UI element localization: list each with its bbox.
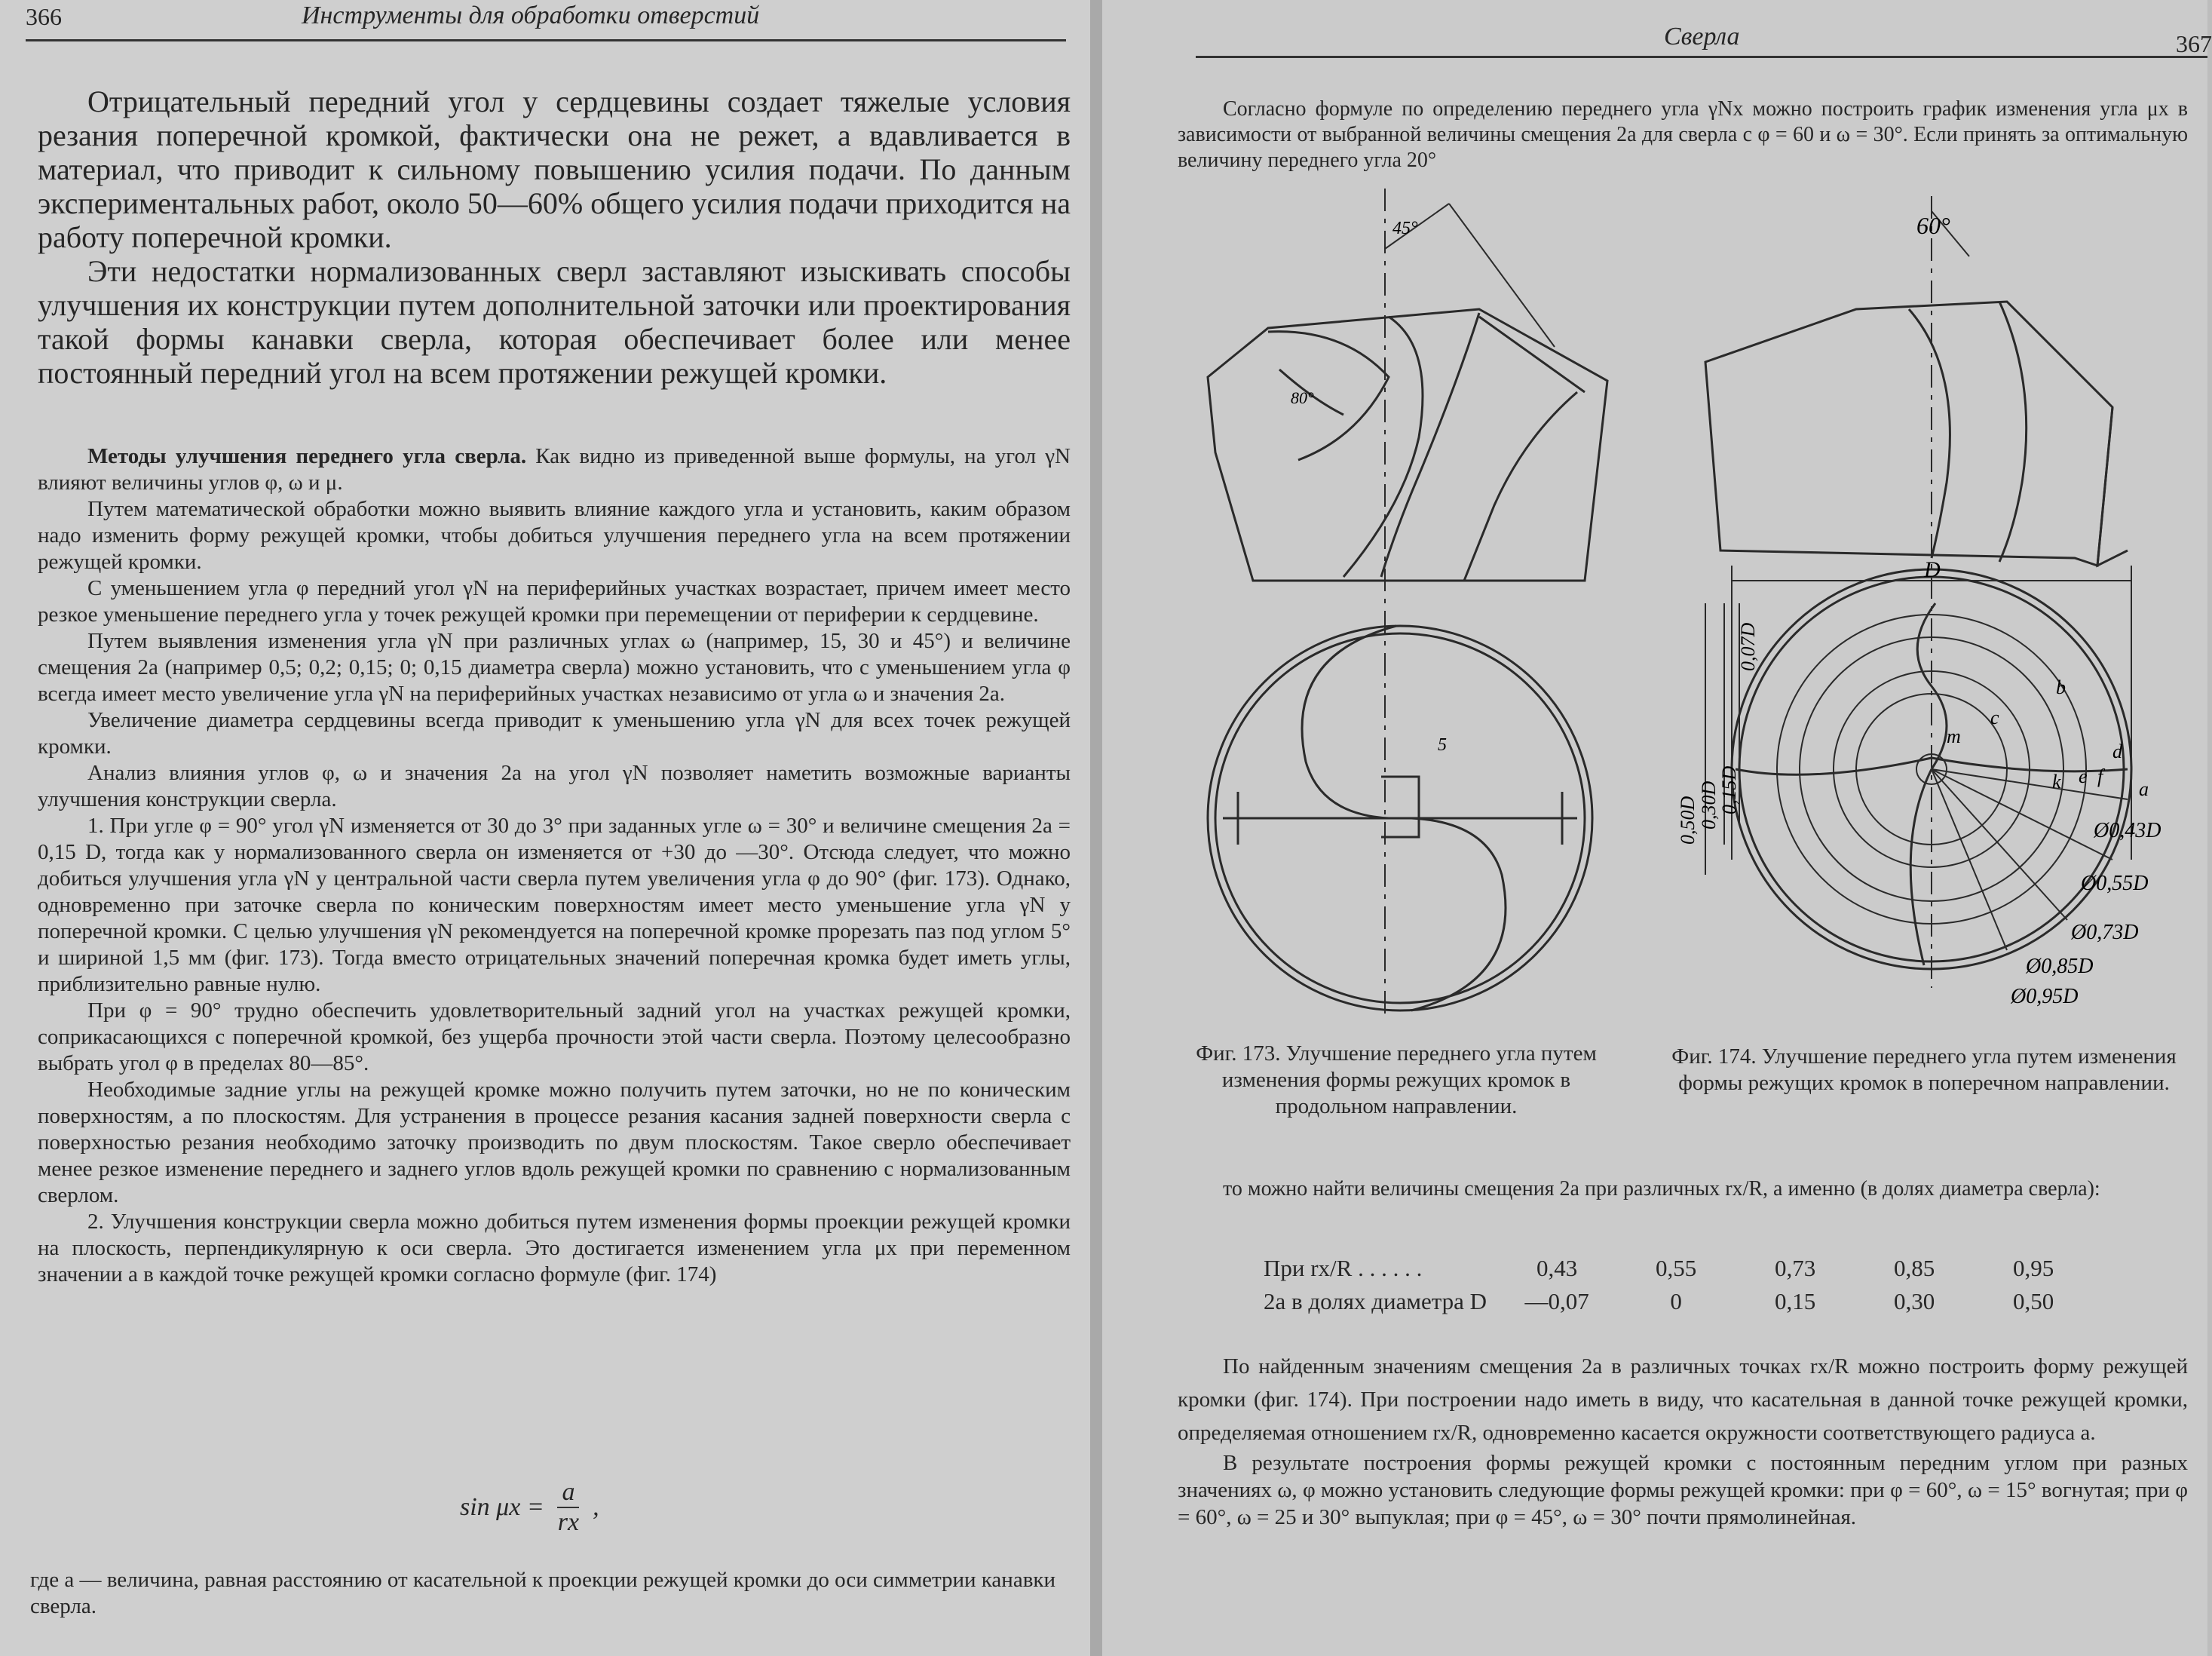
fig174-point-m: m [1947, 725, 1961, 747]
top-paragraph: Согласно формуле по определению переднего угла γNx можно построить график изменения угла μx в зависимости от выбранной величины смещения 2a для сверла с φ = 60 и ω = 30°. Если принять за оптимальную величину переднего угла 20° [1178, 97, 2188, 172]
body-paragraph-5: Анализ влияния углов φ, ω и значения 2a на угол γN позволяет наметить возможные варианты улучшения конструкции сверла. [38, 761, 1071, 811]
figure-174 [1645, 196, 2203, 1018]
fig173-slot [1381, 777, 1419, 837]
fig173-slot-label: 5 [1438, 735, 1447, 755]
bottom-paragraph-1: По найденным значениям смещения 2a в различных точках rx/R можно построить форму режущей кромки (фиг. 174). При построении надо иметь в виду, что касательная в данной точке режущей кромки, определяемая отношением rx/R, одновременно касается окружности соответствующего радиуса a. [1178, 1354, 2188, 1445]
fig174-dia-095: Ø0,95D [2011, 985, 2079, 1008]
fig174-dim-007: 0,07D [1737, 622, 1759, 671]
values-table [1253, 1252, 2093, 1318]
running-head-right: Сверла [1664, 23, 1740, 51]
fig173-angle-ray [1449, 204, 1555, 347]
fig174-point-d: d [2112, 741, 2122, 762]
page-number-left: 366 [26, 3, 62, 30]
fig173-flute-curve-1 [1268, 332, 1389, 460]
fig174-point-e: e [2079, 765, 2088, 787]
body-paragraph-2: С уменьшением угла φ передний угол γN на периферийных участках возрастает, причем имеет место резкое уменьшение переднего угла у точек режущей кромки при перемещении от периферии к сердцевине. [38, 576, 1071, 627]
where-paragraph: где a — величина, равная расстоянию от касательной к проекции режущей кромки до оси симметрии канавки сверла. [30, 1568, 1055, 1618]
table-row2-label: 2a в долях диаметра D [1264, 1288, 1487, 1314]
intro-text [38, 84, 1071, 390]
fig174-point-f: f [2097, 765, 2103, 787]
header-rule-left [26, 39, 1066, 41]
top-text [1178, 97, 2188, 173]
body-paragraph-9: 2. Улучшения конструкции сверла можно добиться путем изменения формы проекции режущей кромки на плоскость, перпендикулярную к оси сверла. Это достигается изменением угла μx при переменном значении a в каждой точке режущей кромки согласно формуле (фиг. 174) [38, 1210, 1071, 1286]
table-cell: 0,95 [2012, 1255, 2054, 1281]
fig173-caption: Фиг. 173. Улучшение переднего угла путем изменения формы режущих кромок в продольном направлении. [1196, 1041, 1597, 1118]
fig174-dia-085: Ø0,85D [2026, 955, 2094, 978]
table-cell: 0 [1670, 1288, 1682, 1314]
table-intro: то можно найти величины смещения 2a при различных rx/R, а именно (в долях диаметра сверла): [1223, 1177, 2100, 1201]
fig174-margin [2097, 407, 2128, 566]
body-paragraph-3: Путем выявления изменения угла γN при различных углах ω (например, 15, 30 и 45°) и величине смещения 2a (например 0,5; 0,2; 0,15; 0; 0,15 диаметра сверла) можно установить, что с уменьшением угла φ всегда имеет место увеличение угла γN на периферийных участках независимо от угла ω и значения 2a. [38, 629, 1071, 706]
table-cell: 0,15 [1774, 1288, 1816, 1314]
left-page [0, 0, 1090, 1656]
fig174-dim-030: 0,30D [1698, 780, 1720, 830]
fig173-angle-top-label: 45° [1392, 219, 1418, 238]
table-row [1253, 1285, 2093, 1318]
fig174-caption: Фиг. 174. Улучшение переднего угла путем изменения формы режущих кромок в поперечном направлении. [1671, 1044, 2177, 1095]
table-cell: 0,73 [1774, 1255, 1816, 1281]
table-row1-label: При rx/R . . . . . . [1264, 1255, 1423, 1281]
intro-paragraph-2: Эти недостатки нормализованных сверл заставляют изыскивать способы улучшения их конструкции путем дополнительной заточки или проектирования такой формы канавки сверла, которая обеспечивает более или менее постоянный передний угол на всем протяжении режущей кромки. [38, 254, 1071, 390]
running-head-left: Инструменты для обработки отверстий [302, 2, 760, 29]
formula [460, 1478, 599, 1537]
formula-lhs: sin μx = [460, 1493, 544, 1521]
fig174-drill-outline [1705, 302, 2112, 566]
fig174-dim-050: 0,50D [1677, 796, 1699, 845]
fig174-flute-curve-2 [1999, 302, 2027, 562]
formula-tail: , [593, 1493, 599, 1521]
page-number-right: 367 [2176, 30, 2212, 57]
table-cell: 0,85 [1893, 1255, 1935, 1281]
body-paragraph-1: Путем математической обработки можно выявить влияние каждого угла и установить, каким образом надо изменить форму режущей кромки, чтобы добиться улучшения переднего угла на всем протяжении режущей кромки. [38, 497, 1071, 574]
body-paragraph-8: Необходимые задние углы на режущей кромке можно получить путем заточки, но не по коническим поверхностям, а по плоскостям. Для устранения в процессе резания касания задней поверхности сверла с поверхностью резания необходимо заточку производить по двум плоскостям. Такое сверло обеспечивает менее резкое изменение переднего и заднего углов вдоль режущей кромки по сравнению с нормализованным сверлом. [38, 1078, 1071, 1207]
table-cell: 0,55 [1655, 1255, 1697, 1281]
figure-173 [1193, 189, 1660, 1018]
body-text [38, 443, 1071, 1288]
right-page [1102, 0, 2212, 1656]
formula-denominator: rx [557, 1508, 580, 1536]
where-text [30, 1567, 1055, 1620]
header-rule-right [1196, 56, 2207, 58]
table-cell: —0,07 [1524, 1288, 1589, 1314]
table-row [1253, 1252, 2093, 1285]
fig174-dim-015: 0,15D [1718, 765, 1740, 814]
fig174-dia-055: Ø0,55D [2081, 872, 2149, 895]
fig174-flute-curve-1 [1909, 309, 1950, 558]
section-lead: Как видно из приведенной выше формулы, на угол γN влияют величины углов φ, ω и μ. [38, 444, 1071, 495]
table-cell: 0,43 [1536, 1255, 1578, 1281]
section-heading: Методы улучшения переднего угла сверла. [87, 444, 527, 468]
book-gutter [1090, 0, 1102, 1656]
fig174-dia-043: Ø0,43D [2094, 819, 2161, 842]
fig173-flute-curve-2 [1343, 317, 1423, 577]
fig174-point-c: c [1990, 707, 1999, 728]
fig174-point-a: a [2139, 778, 2149, 800]
fig173-angle-side-label: 80° [1291, 388, 1314, 407]
fig174-dia-073: Ø0,73D [2071, 921, 2139, 944]
fig174-point-k: k [2052, 771, 2061, 793]
intro-paragraph-1: Отрицательный передний угол у сердцевины создает тяжелые условия резания поперечной кромкой, фактически она не режет, а вдавливается в материал, что приводит к сильному повышению усилия подачи. По данным экспериментальных работ, около 50—60% общего усилия подачи приходится на работу поперечной кромки. [38, 84, 1071, 254]
fig174-point-b: b [2056, 676, 2066, 698]
body-paragraph-6: 1. При угле φ = 90° угол γN изменяется от 30 до 3° при заданных угле ω = 30° и величине смещения 2a = 0,15 D, тогда как у нормализованного сверла он изменяется от +30 до —30°. Отсюда следует, что можно добиться улучшения угла γN у центральной части сверла путем увеличения угла φ до 90° (фиг. 173). Однако, одновременно при заточке сверла по коническим поверхностям имеет место уменьшение угла γN у поперечной кромки. С целью улучшения γN рекомендуется на поперечной кромке прорезать паз под углом 5° и шириной 1,5 мм (фиг. 173). Тогда вместо отрицательных значений поперечная кромка будет иметь углы, приблизительно равные нулю. [38, 814, 1071, 996]
formula-numerator: a [557, 1478, 579, 1508]
fig173-flute-curve-3 [1381, 313, 1479, 577]
table-intro-text [1178, 1176, 2188, 1202]
fig174-dim-D-label: D [1924, 557, 1941, 582]
fig173-section-flute-2 [1411, 818, 1506, 1010]
fig173-drill-outline [1208, 309, 1607, 581]
body-paragraph-4: Увеличение диаметра сердцевины всегда приводит к уменьшению угла γN для всех точек режущей кромки. [38, 708, 1071, 759]
table-cell: 0,50 [2012, 1288, 2054, 1314]
fig174-angle-top-label: 60° [1916, 212, 1950, 239]
table-cell: 0,30 [1893, 1288, 1935, 1314]
fig173-lip-line [1479, 317, 1585, 392]
formula-fraction [553, 1478, 584, 1537]
fig173-flute-curve-4 [1464, 392, 1577, 581]
bottom-text [1178, 1350, 2188, 1531]
bottom-paragraph-2: В результате построения формы режущей кромки с постоянным передним углом при разных значениях ω, φ можно установить следующие формы режущей кромки: при φ = 60°, ω = 15° вогнутая; при φ = 60°, ω = 25 и 30° выпуклая; при φ = 45°, ω = 30° почти прямолинейная. [1178, 1451, 2188, 1529]
body-paragraph-7: При φ = 90° трудно обеспечить удовлетворительный задний угол на участках режущей кромки, соприкасающихся с поперечной кромкой, без ущерба прочности этой части сверла. Поэтому целесообразно выбрать угол φ в пределах 80—85°. [38, 998, 1071, 1075]
